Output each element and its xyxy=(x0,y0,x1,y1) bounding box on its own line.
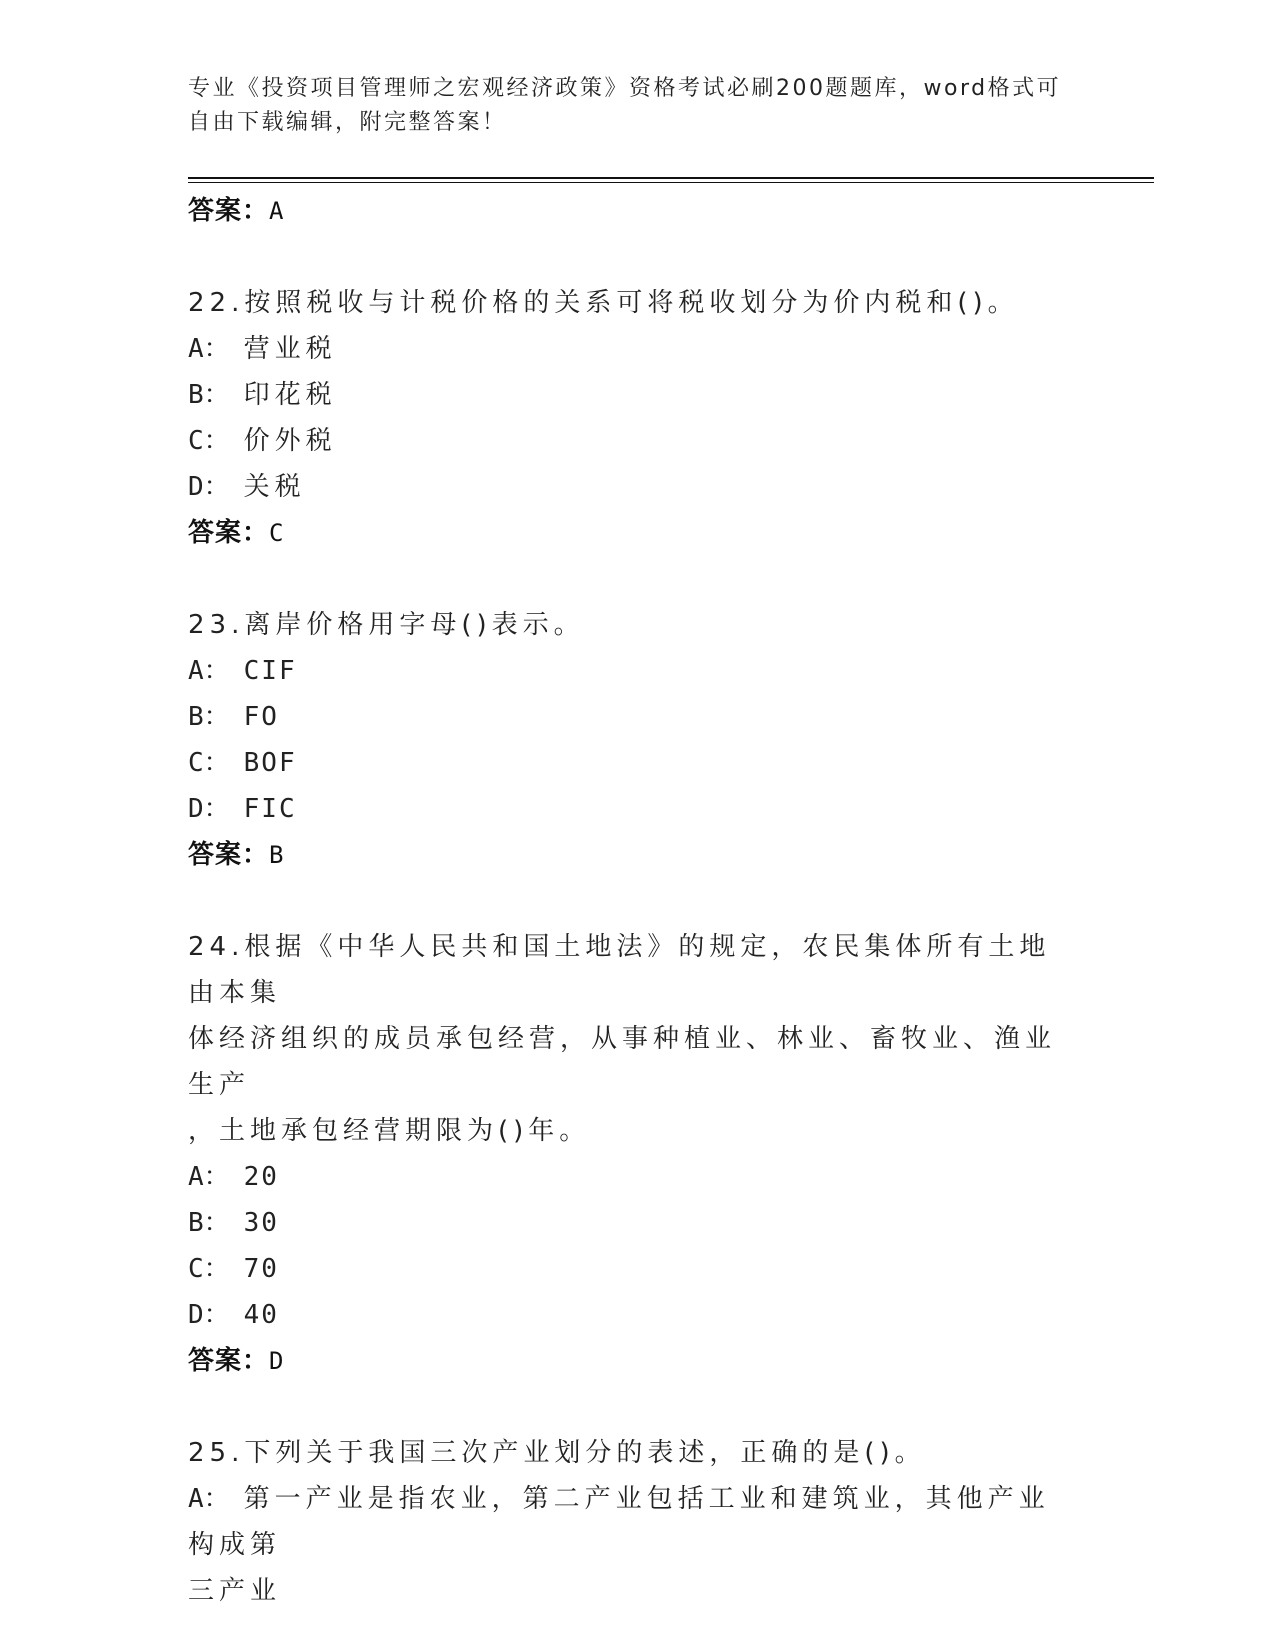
option-text: 价外税 xyxy=(243,426,337,456)
question-stem: 23.离岸价格用字母()表示。 xyxy=(188,610,585,640)
header-line-1: 专业《投资项目管理师之宏观经济政策》资格考试必刷200题题库，word格式可 xyxy=(188,76,1062,101)
option-letter: A： xyxy=(188,1162,230,1192)
option-b xyxy=(188,694,1078,740)
question-stem: 25.下列关于我国三次产业划分的表述，正确的是()。 xyxy=(188,1438,926,1468)
answer-label: 答案： xyxy=(188,840,270,870)
answer-label: 答案： xyxy=(188,196,270,226)
option-letter: A： xyxy=(188,334,230,364)
option-text: 30 xyxy=(243,1208,279,1238)
option-text: CIF xyxy=(243,656,297,686)
option-d xyxy=(188,464,1078,510)
option-text: 关税 xyxy=(243,472,306,502)
question-22 xyxy=(188,280,1078,556)
answer-line xyxy=(188,510,1078,556)
answer-value: D xyxy=(269,1347,285,1375)
option-text: 40 xyxy=(243,1300,279,1330)
option-c xyxy=(188,418,1078,464)
option-text: 70 xyxy=(243,1254,279,1284)
option-text: 印花税 xyxy=(243,380,337,410)
header-line-2: 自由下载编辑，附完整答案！ xyxy=(188,110,507,135)
option-c xyxy=(188,1246,1078,1292)
answer-line xyxy=(188,188,1078,234)
question-23 xyxy=(188,602,1078,878)
question-list xyxy=(188,188,1078,1614)
option-d xyxy=(188,786,1078,832)
option-letter: B： xyxy=(188,380,230,410)
option-letter: D： xyxy=(188,794,230,824)
option-letter: A： xyxy=(188,1484,230,1514)
option-text: FIC xyxy=(243,794,297,824)
option-a xyxy=(188,1154,1078,1200)
answer-value: A xyxy=(269,197,285,225)
option-text-line-1: 第一产业是指农业，第二产业包括工业和建筑业，其他产业构成第 xyxy=(188,1484,1050,1560)
option-d xyxy=(188,1292,1078,1338)
document-header xyxy=(188,72,1078,140)
option-a xyxy=(188,326,1078,372)
option-text: 20 xyxy=(243,1162,279,1192)
option-b xyxy=(188,372,1078,418)
answer-label: 答案： xyxy=(188,1346,270,1376)
option-letter: B： xyxy=(188,702,230,732)
option-c xyxy=(188,740,1078,786)
question-stem-line-3: ，土地承包经营期限为()年。 xyxy=(188,1116,591,1146)
option-a xyxy=(188,648,1078,694)
option-letter: C： xyxy=(188,426,230,456)
answer-value: B xyxy=(269,841,285,869)
option-letter: C： xyxy=(188,1254,230,1284)
answer-line xyxy=(188,832,1078,878)
option-letter: D： xyxy=(188,472,230,502)
option-a xyxy=(188,1476,1078,1568)
answer-line xyxy=(188,1338,1078,1384)
option-letter: D： xyxy=(188,1300,230,1330)
question-stem-line-2: 体经济组织的成员承包经营，从事种植业、林业、畜牧业、渔业生产 xyxy=(188,1024,1057,1100)
option-letter: B： xyxy=(188,1208,230,1238)
answer-value: C xyxy=(269,519,285,547)
option-text: FO xyxy=(243,702,279,732)
question-24 xyxy=(188,924,1078,1384)
question-25 xyxy=(188,1430,1078,1614)
option-letter: A： xyxy=(188,656,230,686)
option-text: BOF xyxy=(243,748,297,778)
header-divider xyxy=(188,177,1154,183)
answer-label: 答案： xyxy=(188,518,270,548)
option-text: 营业税 xyxy=(243,334,337,364)
question-stem: 22.按照税收与计税价格的关系可将税收划分为价内税和()。 xyxy=(188,288,1019,318)
option-b xyxy=(188,1200,1078,1246)
option-a-continuation: 三产业 xyxy=(188,1576,282,1606)
question-stem-line-1: 24.根据《中华人民共和国土地法》的规定，农民集体所有土地由本集 xyxy=(188,932,1051,1008)
option-letter: C： xyxy=(188,748,230,778)
